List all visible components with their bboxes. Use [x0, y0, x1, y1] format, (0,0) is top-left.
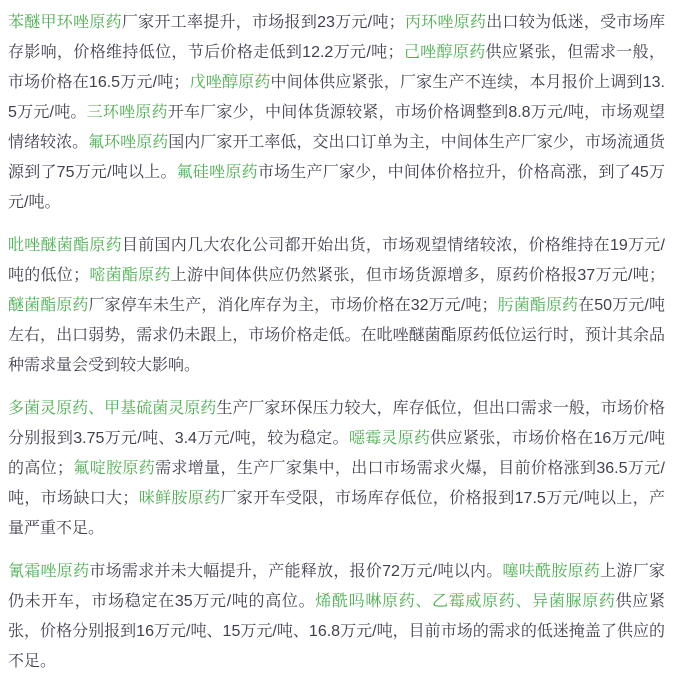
body-text: 供应紧张，价格分别报到16万元/吨、15万元/吨、16.8万元/吨，目前市场的需求的低迷掩盖了供应的不足。: [8, 593, 665, 670]
body-text: 上游厂家仍未开车，市场稳定在35万元/吨的高位。: [8, 563, 665, 610]
chemical-name-highlight: 戊唑醇原药: [189, 74, 271, 91]
chemical-name-highlight: 烯酰吗啉原药、乙霉威原药、异菌脲原药: [315, 593, 616, 610]
chemical-name-highlight: 肟菌酯原药: [497, 297, 579, 314]
body-text: 供应紧张，市场价格在16万元/吨的高位；: [8, 430, 665, 477]
chemical-name-highlight: 三环唑原药: [86, 104, 168, 121]
chemical-name-highlight: 多菌灵原药、甲基硫菌灵原药: [8, 400, 217, 417]
paragraph-4: [8, 557, 665, 677]
chemical-name-highlight: 苯醚甲环唑原药: [8, 14, 122, 31]
body-text: 厂家开工率提升，市场报到23万元/吨；: [121, 14, 405, 31]
chemical-name-highlight: 氟啶胺原药: [73, 460, 156, 477]
body-text: 市场需求并未大幅提升，产能释放，报价72万元/吨以内。: [89, 563, 503, 580]
paragraph-1: [8, 8, 665, 218]
body-text: 供应紧张，但需求一般，市场价格在16.5万元/吨；: [8, 44, 665, 91]
body-text: 中间体供应紧张，厂家生产不连续，本月报价上调到13.5万元/吨。: [8, 74, 665, 121]
body-text: 厂家开车受限，市场库存低位，价格报到17.5万元/吨以上，产量严重不足。: [8, 490, 665, 537]
body-text: 在50万元/吨左右，出口弱势，需求仍未跟上，市场价格走低。在吡唑醚菌酯原药低位运行时，预计其余品种需求量会受到较大影响。: [8, 297, 665, 374]
chemical-name-highlight: 醚菌酯原药: [8, 297, 89, 314]
body-text: 上游中间体供应仍然紧张，但市场货源增多，原药价格报37万元/吨；: [170, 267, 665, 284]
chemical-name-highlight: 吡唑醚菌酯原药: [8, 237, 122, 254]
body-text: 出口较为低迷，受市场库存影响，价格维持低位，节后价格走低到12.2万元/吨；: [8, 14, 665, 61]
chemical-name-highlight: 噁霉灵原药: [348, 430, 431, 447]
body-text: 国内厂家开工率低，交出口订单为主，中间体生产厂家少，市场流通货源到了75万元/吨以上。: [8, 134, 665, 181]
chemical-name-highlight: 噻呋酰胺原药: [502, 563, 601, 580]
paragraph-3: [8, 394, 665, 544]
chemical-name-highlight: 咪鲜胺原药: [138, 490, 221, 507]
body-text: 市场生产厂家少，中间体价格拉升，价格高涨，到了45万元/吨。: [8, 164, 665, 211]
paragraph-2: [8, 231, 665, 381]
body-text: 开车厂家少，中间体货源较紧，市场价格调整到8.8万元/吨，市场观望情绪较浓。: [8, 104, 665, 151]
chemical-name-highlight: 氟环唑原药: [88, 134, 169, 151]
body-text: 需求增量，生产厂家集中，出口市场需求火爆，目前价格涨到36.5万元/吨，市场缺口大；: [8, 460, 665, 507]
body-text: 生产厂家环保压力较大，库存低位，但出口需求一般，市场价格分别报到3.75万元/吨、3.4万元/吨，较为稳定。: [8, 400, 665, 447]
chemical-name-highlight: 氰霜唑原药: [8, 563, 90, 580]
chemical-name-highlight: 丙环唑原药: [404, 14, 487, 31]
chemical-name-highlight: 氟硅唑原药: [176, 164, 258, 181]
body-text: 目前国内几大农化公司都开始出货，市场观望情绪较浓，价格维持在19万元/吨的低位；: [8, 237, 665, 284]
body-text: 厂家停车未生产，消化库存为主，市场价格在32万元/吨；: [88, 297, 498, 314]
chemical-name-highlight: 嘧菌酯原药: [89, 267, 171, 284]
chemical-name-highlight: 己唑醇原药: [403, 44, 486, 61]
